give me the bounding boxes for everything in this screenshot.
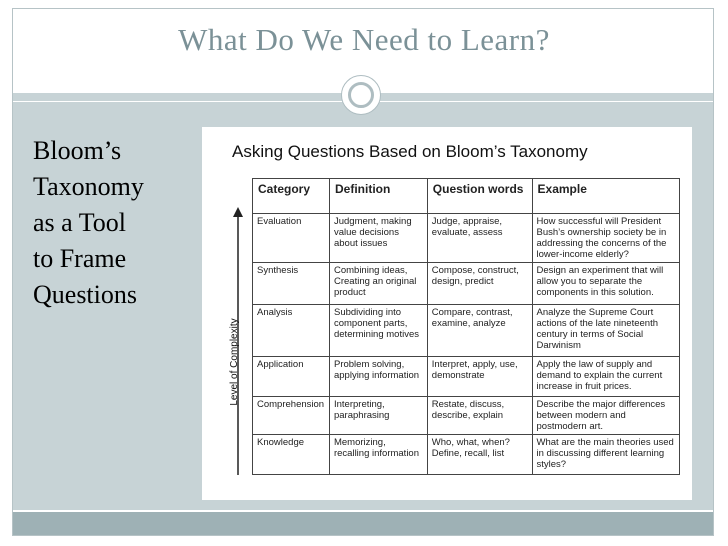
cell-example: What are the main theories used in discussing different learning styles? — [532, 435, 679, 475]
cell-question-words: Judge, appraise, evaluate, assess — [427, 214, 532, 263]
cell-category: Knowledge — [253, 435, 330, 475]
cell-example: Design an experiment that will allow you to separate the components in this solution. — [532, 263, 679, 305]
header-category: Category — [253, 179, 330, 214]
subtitle-line: to Frame — [33, 244, 127, 273]
cell-definition: Problem solving, applying information — [329, 357, 427, 397]
taxonomy-table — [252, 178, 680, 475]
table-row — [253, 305, 680, 357]
cell-question-words: Compare, contrast, examine, analyze — [427, 305, 532, 357]
taxonomy-figure — [202, 127, 692, 500]
table-row — [253, 263, 680, 305]
table-row — [253, 214, 680, 263]
header-example: Example — [532, 179, 679, 214]
bottom-bar — [13, 512, 713, 535]
subtitle-line: as a Tool — [33, 208, 127, 237]
subtitle-line: Bloom’s — [33, 136, 122, 165]
cell-example: How successful will President Bush’s ownership society be in addressing the concerns of the lower-income elderly? — [532, 214, 679, 263]
cell-example: Describe the major differences between modern and postmodern art. — [532, 397, 679, 435]
cell-definition: Subdividing into component parts, determining motives — [329, 305, 427, 357]
subtitle-line: Taxonomy — [33, 172, 144, 201]
slide-subtitle — [33, 133, 198, 313]
cell-category: Application — [253, 357, 330, 397]
header-definition: Definition — [329, 179, 427, 214]
circle-ornament-inner — [348, 82, 374, 108]
axis-label: Level of Complexity — [229, 318, 240, 406]
cell-question-words: Who, what, when? Define, recall, list — [427, 435, 532, 475]
figure-title: Asking Questions Based on Bloom’s Taxonomy — [232, 142, 588, 161]
cell-question-words: Restate, discuss, describe, explain — [427, 397, 532, 435]
table-header-row — [253, 179, 680, 214]
circle-ornament-icon — [341, 75, 381, 115]
table-row — [253, 397, 680, 435]
header-question-words: Question words — [427, 179, 532, 214]
cell-definition: Interpreting, paraphrasing — [329, 397, 427, 435]
cell-category: Analysis — [253, 305, 330, 357]
cell-definition: Combining ideas, Creating an original product — [329, 263, 427, 305]
table-row — [253, 357, 680, 397]
cell-category: Comprehension — [253, 397, 330, 435]
cell-category: Synthesis — [253, 263, 330, 305]
cell-definition: Memorizing, recalling information — [329, 435, 427, 475]
cell-example: Analyze the Supreme Court actions of the late nineteenth century in terms of Social Darwinism — [532, 305, 679, 357]
subtitle-line: Questions — [33, 280, 137, 309]
cell-question-words: Interpret, apply, use, demonstrate — [427, 357, 532, 397]
cell-question-words: Compose, construct, design, predict — [427, 263, 532, 305]
cell-definition: Judgment, making value decisions about issues — [329, 214, 427, 263]
cell-example: Apply the law of supply and demand to explain the current increase in fruit prices. — [532, 357, 679, 397]
slide-title: What Do We Need to Learn? — [178, 22, 550, 57]
table-row — [253, 435, 680, 475]
cell-category: Evaluation — [253, 214, 330, 263]
